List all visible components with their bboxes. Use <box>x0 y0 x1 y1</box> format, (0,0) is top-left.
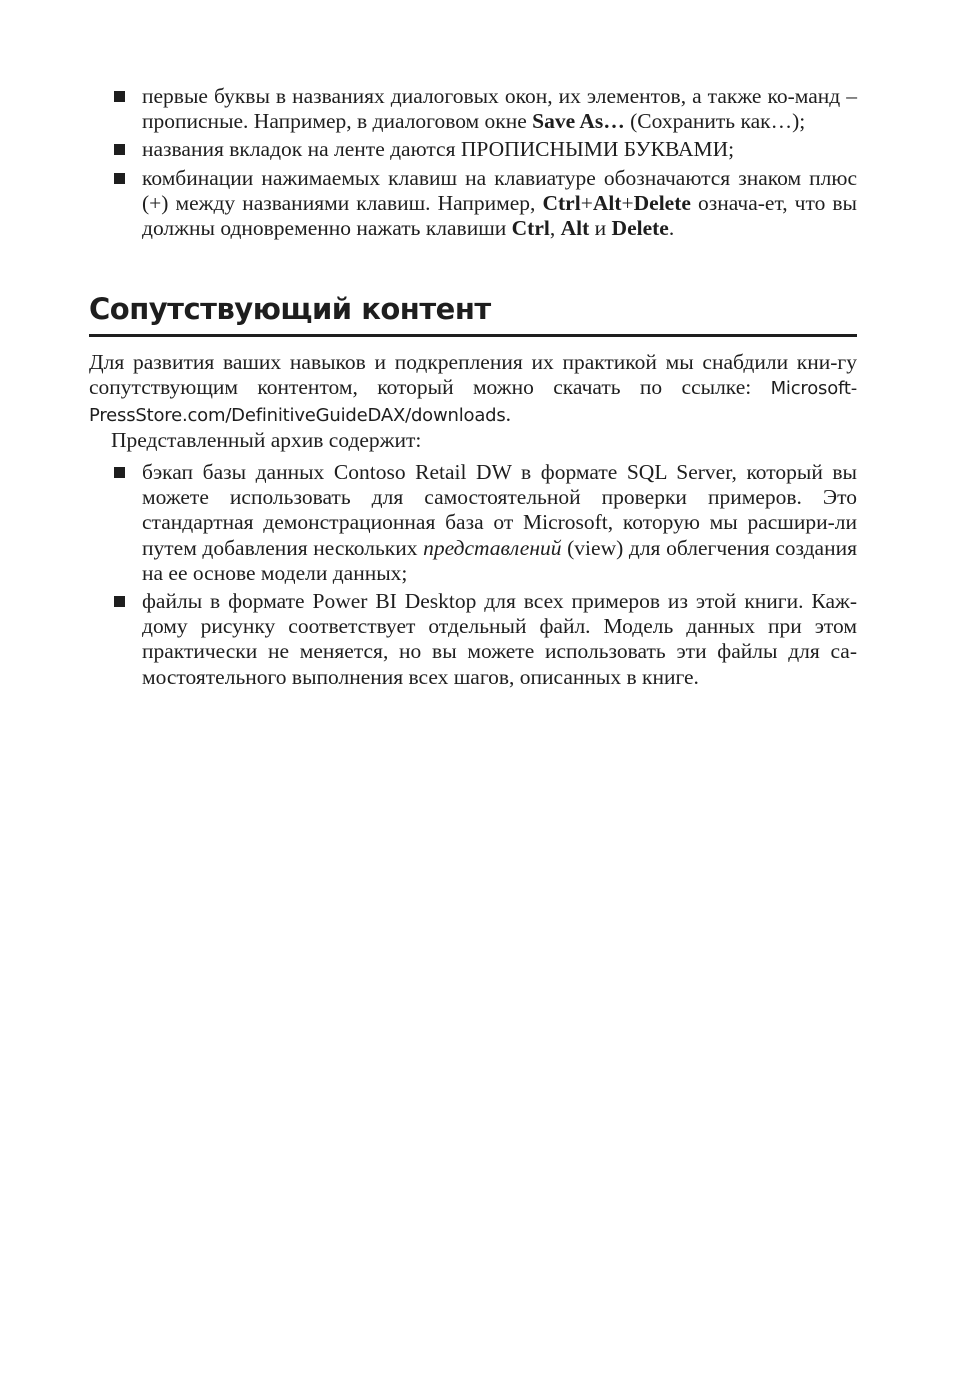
square-bullet-icon <box>114 91 125 102</box>
archive-contents-list <box>89 460 857 690</box>
list-item: первые буквы в названиях диалоговых окон, их элементов, а также ко-манд – прописные. Например, в диалоговом окне Save As… (Сохранить как…); <box>89 84 857 134</box>
intro-paragraph: Для развития ваших навыков и подкрепления их практикой мы снабдили кни-гу сопутствующим контентом, который можно скачать по ссылке: Microsoft-PressStore.com/DefinitiveGuideDAX/downloads. <box>89 350 857 426</box>
key-delete: Delete <box>611 216 669 241</box>
document-page <box>89 84 857 693</box>
list-item: бэкап базы данных Contoso Retail DW в формате SQL Server, который вы можете использовать для самостоятельной проверки примеров. Это стандартная демонстрационная база от Microsoft, которую мы расшири-ли путем добавления нескольких представлений (view) для облегчения создания на ее основе модели данных; <box>89 460 857 586</box>
list-item: комбинации нажимаемых клавиш на клавиатуре обозначаются знаком плюс (+) между названиями клавиш. Например, Ctrl+Alt+Delete означа-ет, что вы должны одновременно нажать клавиши Ctrl, Alt и Delete. <box>89 166 857 242</box>
archive-line: Представленный архив содержит: <box>111 427 422 452</box>
list-item: названия вкладок на ленте даются ПРОПИСНЫМИ БУКВАМИ; <box>89 137 857 162</box>
square-bullet-icon <box>114 467 125 478</box>
list-item: файлы в формате Power BI Desktop для всех примеров из этой книги. Каж-дому рисунку соответствует отдельный файл. Модель данных при этом практически не меняется, но вы можете использовать эти файлы для са-мостоятельного выполнения всех шагов, описанных в книге. <box>89 589 857 690</box>
square-bullet-icon <box>114 144 125 155</box>
square-bullet-icon <box>114 596 125 607</box>
key-ctrl: Ctrl <box>542 190 581 215</box>
emphasis-term: представлений <box>423 535 562 560</box>
square-bullet-icon <box>114 173 125 184</box>
key-alt: Alt <box>592 190 622 215</box>
formatting-conventions-list <box>89 84 857 241</box>
download-link[interactable]: Microsoft-PressStore.com/DefinitiveGuideDAX/downloads <box>89 378 857 426</box>
key-alt: Alt <box>560 216 590 241</box>
section-heading: Сопутствующий контент <box>89 292 857 337</box>
key-ctrl: Ctrl <box>511 216 550 241</box>
menu-command-save-as: Save As… <box>532 109 625 134</box>
key-delete: Delete <box>633 190 691 215</box>
